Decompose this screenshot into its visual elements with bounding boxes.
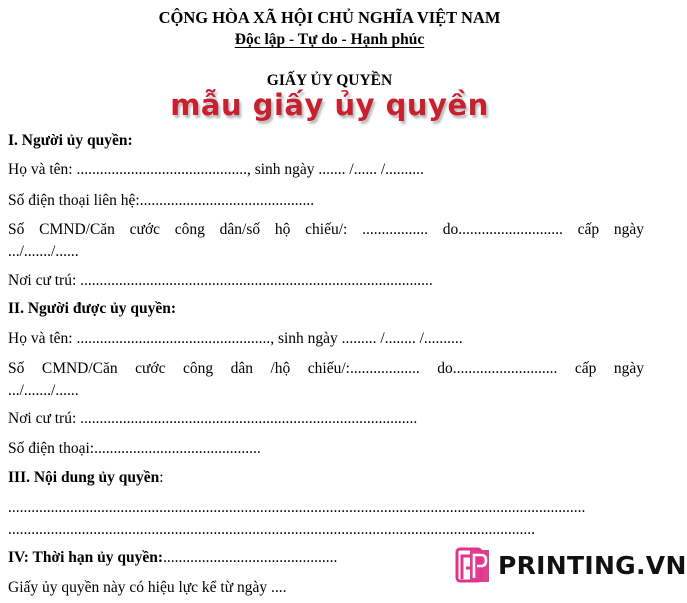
section4-heading xyxy=(8,549,337,567)
section3-heading-colon: : xyxy=(159,469,164,486)
section4-heading-text: IV: Thời hạn ủy quyền: xyxy=(8,549,164,566)
agent-name-line: Họ và tên: .................................................., sinh ngày ......... /........ /.......... xyxy=(8,330,463,347)
content-dots-line-2: ........................................................................................................................................ xyxy=(8,521,535,538)
section3-heading-text: III. Nội dung ủy quyền xyxy=(8,469,160,486)
principal-name-line: Họ và tên: ............................................, sinh ngày ....... /...... /.......... xyxy=(8,161,424,178)
printing-vn-logo-icon xyxy=(456,546,492,584)
section3-heading xyxy=(8,469,164,487)
validity-line: Giấy ủy quyền này có hiệu lực kể từ ngày .... xyxy=(8,579,287,596)
principal-phone-line: Số điện thoại liên hệ:............................................. xyxy=(8,192,315,209)
national-motto xyxy=(0,31,659,49)
agent-id-line: Số CMND/Căn cước công dân /hộ chiếu/:.................. do........................... cấp ngày xyxy=(8,360,644,377)
section2-heading: II. Người được ủy quyền: xyxy=(8,300,176,317)
principal-id-line: Số CMND/Căn cước công dân/số hộ chiếu/: ................. do........................... cấp ngày xyxy=(8,221,644,238)
principal-id-date-line: .../......./...... xyxy=(8,243,79,260)
motto-text: Độc lập - Tự do - Hạnh phúc xyxy=(234,31,425,48)
principal-residence-line: Nơi cư trú: ........................................................................................... xyxy=(8,272,433,289)
watermark-caption: mẫu giấy ủy quyền xyxy=(170,88,489,122)
agent-id-date-line: .../......./...... xyxy=(8,382,79,399)
document-title: GIẤY ỦY QUYỀN xyxy=(266,72,393,89)
printing-vn-logo xyxy=(456,545,687,585)
agent-residence-line: Nơi cư trú: ....................................................................................... xyxy=(8,410,418,427)
section1-heading: I. Người ủy quyền: xyxy=(8,132,133,149)
logo-text: PRINTING.VN xyxy=(498,550,687,580)
national-title: CỘNG HÒA XÃ HỘI CHỦ NGHĨA VIỆT NAM xyxy=(158,8,501,27)
section4-heading-dots: ............................................. xyxy=(163,549,338,566)
content-dots-line-1: ..................................................................................................................................................... xyxy=(8,499,586,516)
agent-phone-line: Số điện thoại:........................................... xyxy=(8,440,261,457)
